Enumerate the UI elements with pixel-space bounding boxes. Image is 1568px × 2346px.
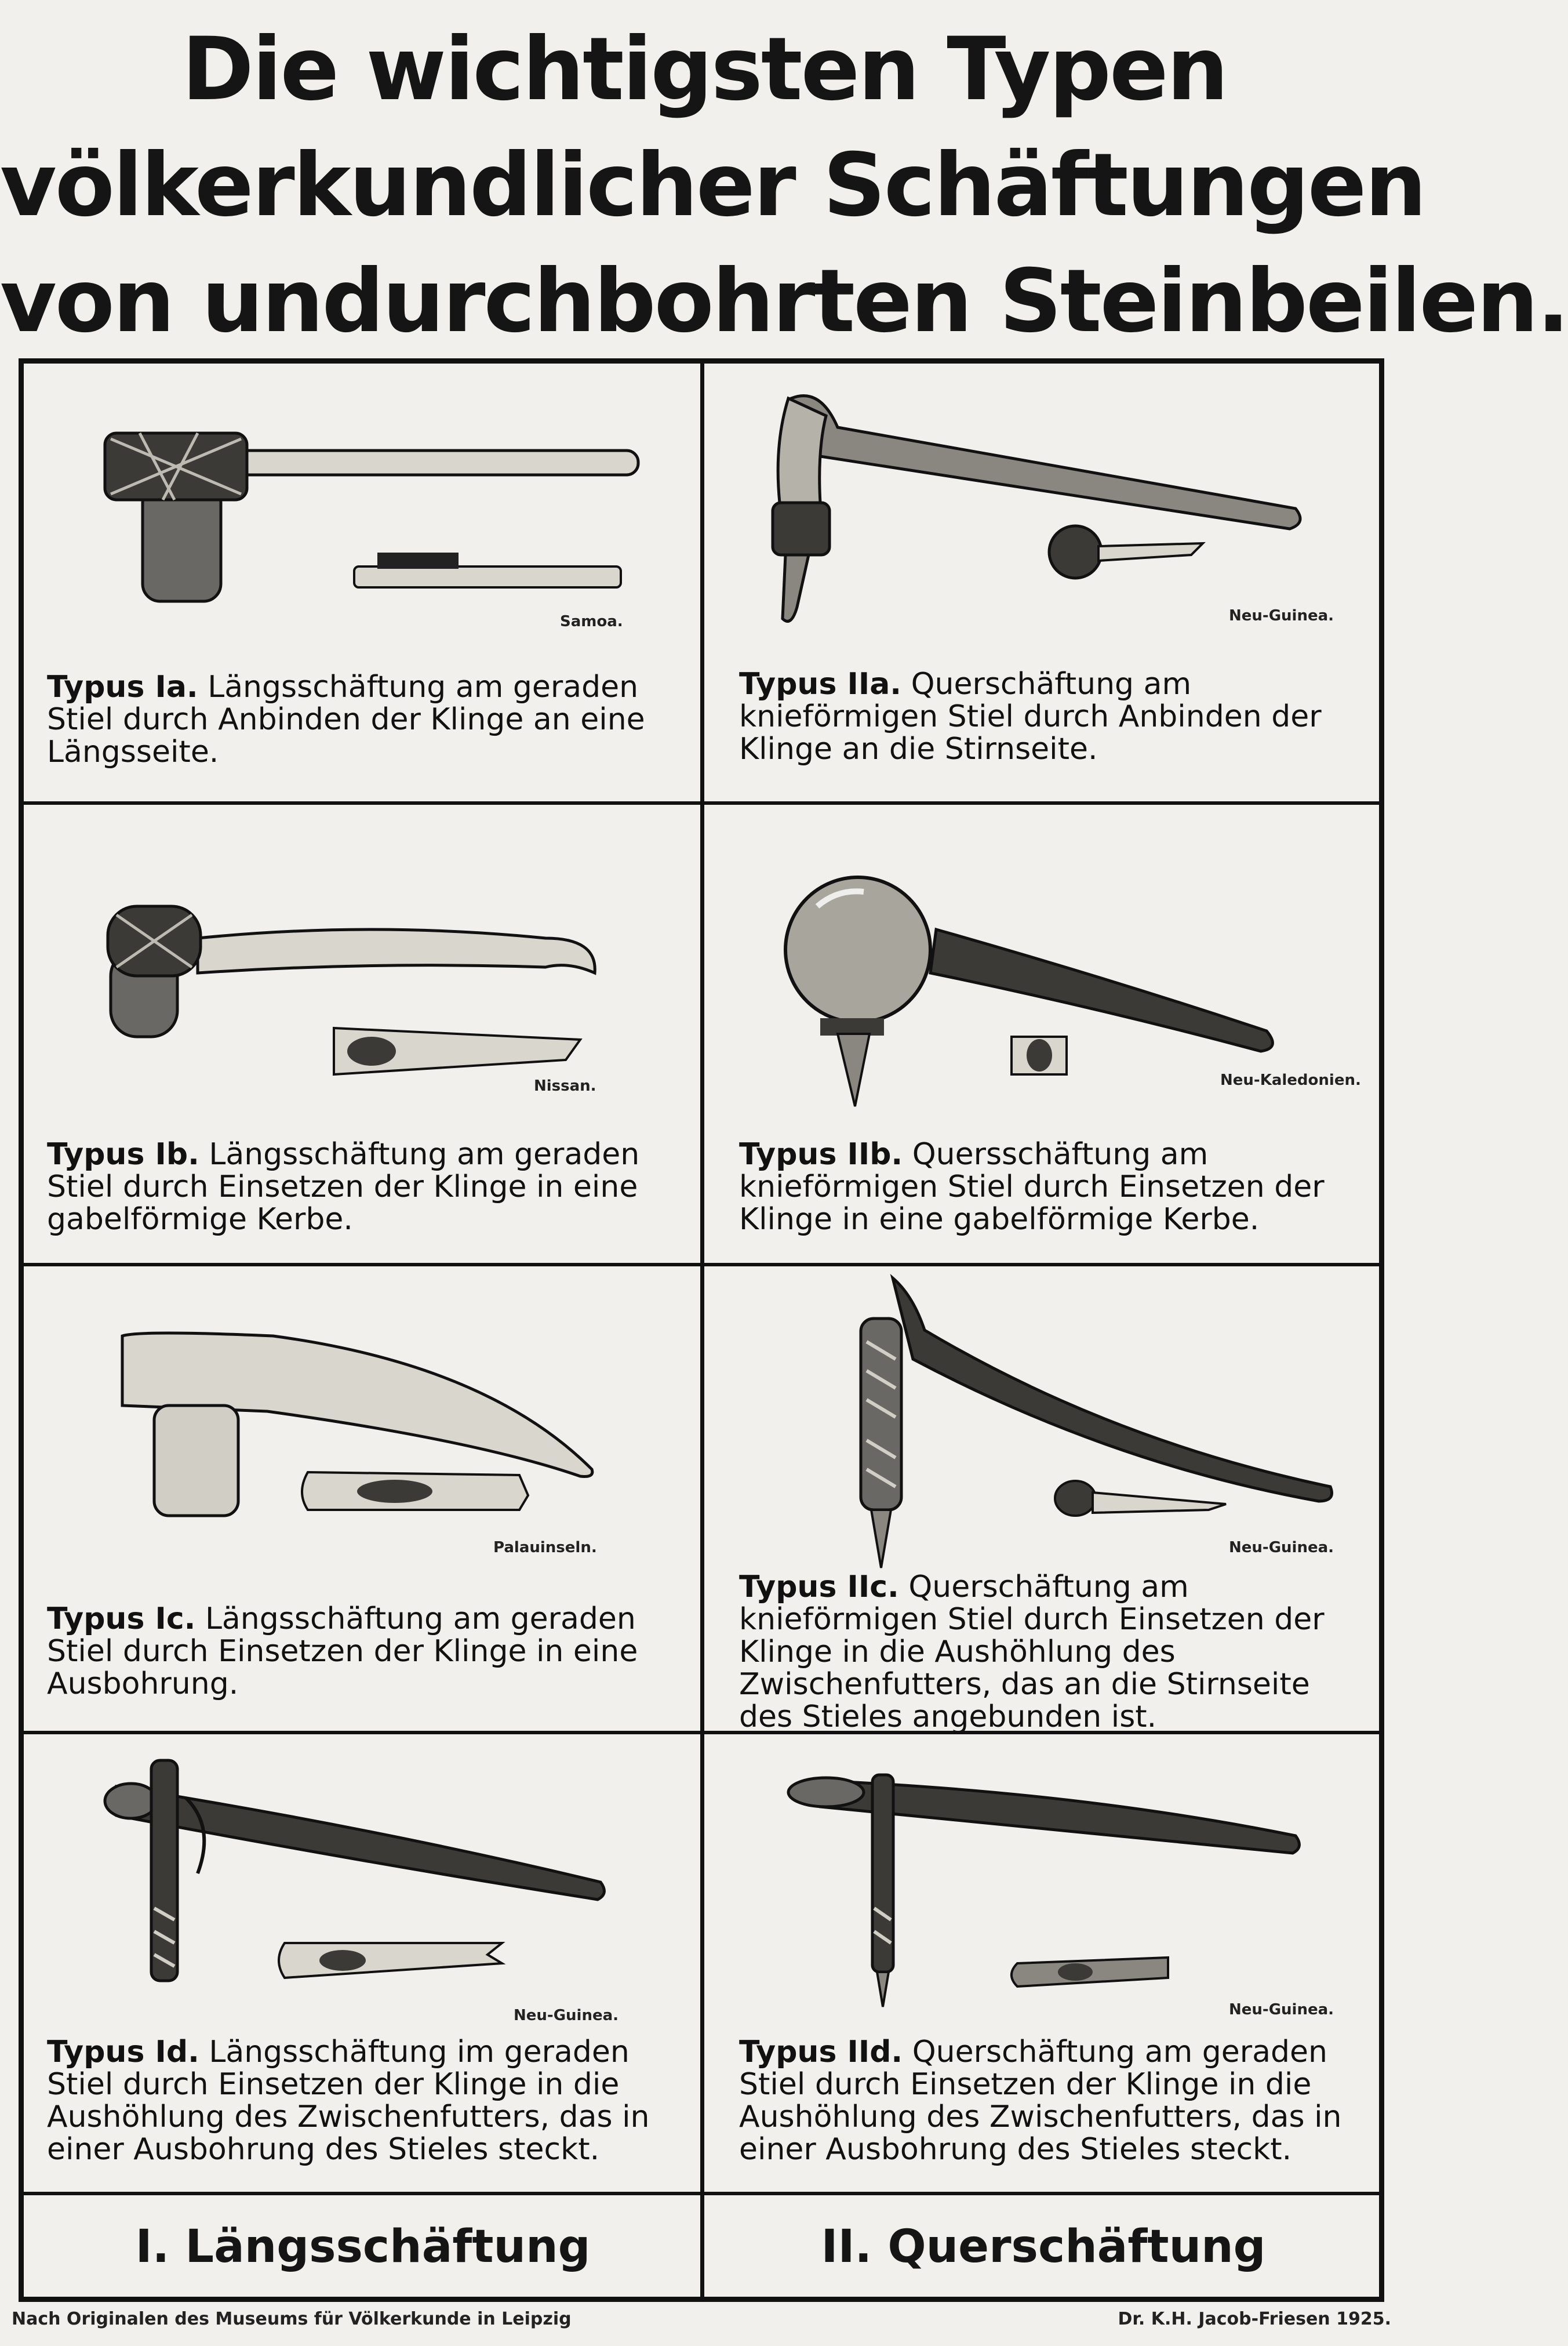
type-description: Querschäftung am geraden Stiel durch Einsetzen der Klinge in die Aushöhlung des Zwischenfutters, das in einer Ausbohrung des Stieles steckt. (739, 2035, 1342, 2167)
panel-typus-id (24, 1734, 700, 2192)
location-label: Neu-Guinea. (1229, 2001, 1334, 2018)
type-description: Querschäftung am knieförmigen Stiel durch Einsetzen der Klinge in die Aushöhlung des Zwischenfutters, das an die Stirnseite des Stieles angebunden ist. (739, 1570, 1325, 1734)
panel-typus-iia (704, 364, 1379, 801)
caption-ib (47, 1138, 685, 1236)
type-label: Typus IIa. (739, 667, 902, 702)
type-label: Typus IId. (739, 2035, 903, 2069)
location-label: Nissan. (534, 1077, 596, 1095)
adze-knee-socket-icon (704, 1266, 1379, 1545)
location-label: Neu-Guinea. (514, 2007, 619, 2024)
type-label: Typus Ib. (47, 1137, 199, 1172)
panel-typus-ia (24, 364, 700, 801)
title-line-2: völkerkundlicher Schäftungen (0, 135, 1425, 236)
location-label: Neu-Guinea. (1229, 607, 1334, 624)
type-description: Querschäftung am knieförmigen Stiel durch Anbinden der Klinge an die Stirnseite. (739, 667, 1322, 767)
adze-knob-forked-icon (704, 805, 1379, 1083)
footer-laengsschaeftung: I. Längsschäftung (135, 2221, 591, 2273)
grid-divider-vertical (700, 358, 704, 2302)
axe-forked-notch-icon (24, 805, 700, 1083)
caption-iid (739, 2036, 1368, 2166)
footer-querschaeftung: II. Querschäftung (821, 2221, 1266, 2273)
adze-straight-socket-icon (704, 1734, 1379, 2013)
caption-id (47, 2036, 685, 2166)
location-label: Samoa. (560, 613, 623, 630)
location-label: Neu-Guinea. (1229, 1539, 1334, 1556)
caption-iic (739, 1571, 1368, 1733)
axe-socket-through-icon (24, 1734, 700, 2013)
caption-ic (47, 1603, 673, 1700)
type-description: Längsschäftung am geraden Stiel durch Anbinden der Klinge an eine Längsseite. (47, 670, 645, 769)
panel-typus-iic (704, 1266, 1379, 1734)
panel-typus-ib (24, 805, 700, 1263)
adze-knee-lashed-icon (704, 364, 1379, 613)
axe-bored-socket-icon (24, 1266, 700, 1545)
type-description: Längsschäftung im geraden Stiel durch Einsetzen der Klinge in die Aushöhlung des Zwischenfutters, das in einer Ausbohrung des Stieles steckt. (47, 2035, 650, 2167)
type-description: Längsschäftung am geraden Stiel durch Einsetzen der Klinge in eine Ausbohrung. (47, 1601, 638, 1701)
caption-iia (739, 668, 1365, 765)
type-label: Typus IIb. (739, 1137, 903, 1172)
type-description: Quersschäftung am knieförmigen Stiel durch Einsetzen der Klinge in eine gabelförmige Kerbe. (739, 1137, 1325, 1237)
type-description: Längsschäftung am geraden Stiel durch Einsetzen der Klinge in eine gabelförmige Kerbe. (47, 1137, 640, 1237)
title-line-1: Die wichtigsten Typen (181, 19, 1227, 120)
type-label: Typus Ia. (47, 670, 198, 704)
credit-museum: Nach Originalen des Museums für Völkerkunde in Leipzig (12, 2309, 572, 2329)
type-label: Typus IIc. (739, 1570, 899, 1604)
location-label: Palauinseln. (493, 1539, 597, 1556)
type-label: Typus Ic. (47, 1601, 196, 1636)
panel-typus-iid (704, 1734, 1379, 2192)
location-label: Neu-Kaledonien. (1220, 1072, 1361, 1089)
title-line-3: von undurchbohrten Steinbeilen. (0, 251, 1568, 352)
credit-author: Dr. K.H. Jacob-Friesen 1925. (1118, 2309, 1391, 2329)
type-label: Typus Id. (47, 2035, 199, 2069)
poster-title (0, 0, 1568, 354)
caption-iib (739, 1138, 1368, 1236)
panel-typus-iib (704, 805, 1379, 1263)
panel-typus-ic (24, 1266, 700, 1731)
caption-ia (47, 671, 679, 768)
axe-lashed-side-icon (24, 364, 700, 613)
